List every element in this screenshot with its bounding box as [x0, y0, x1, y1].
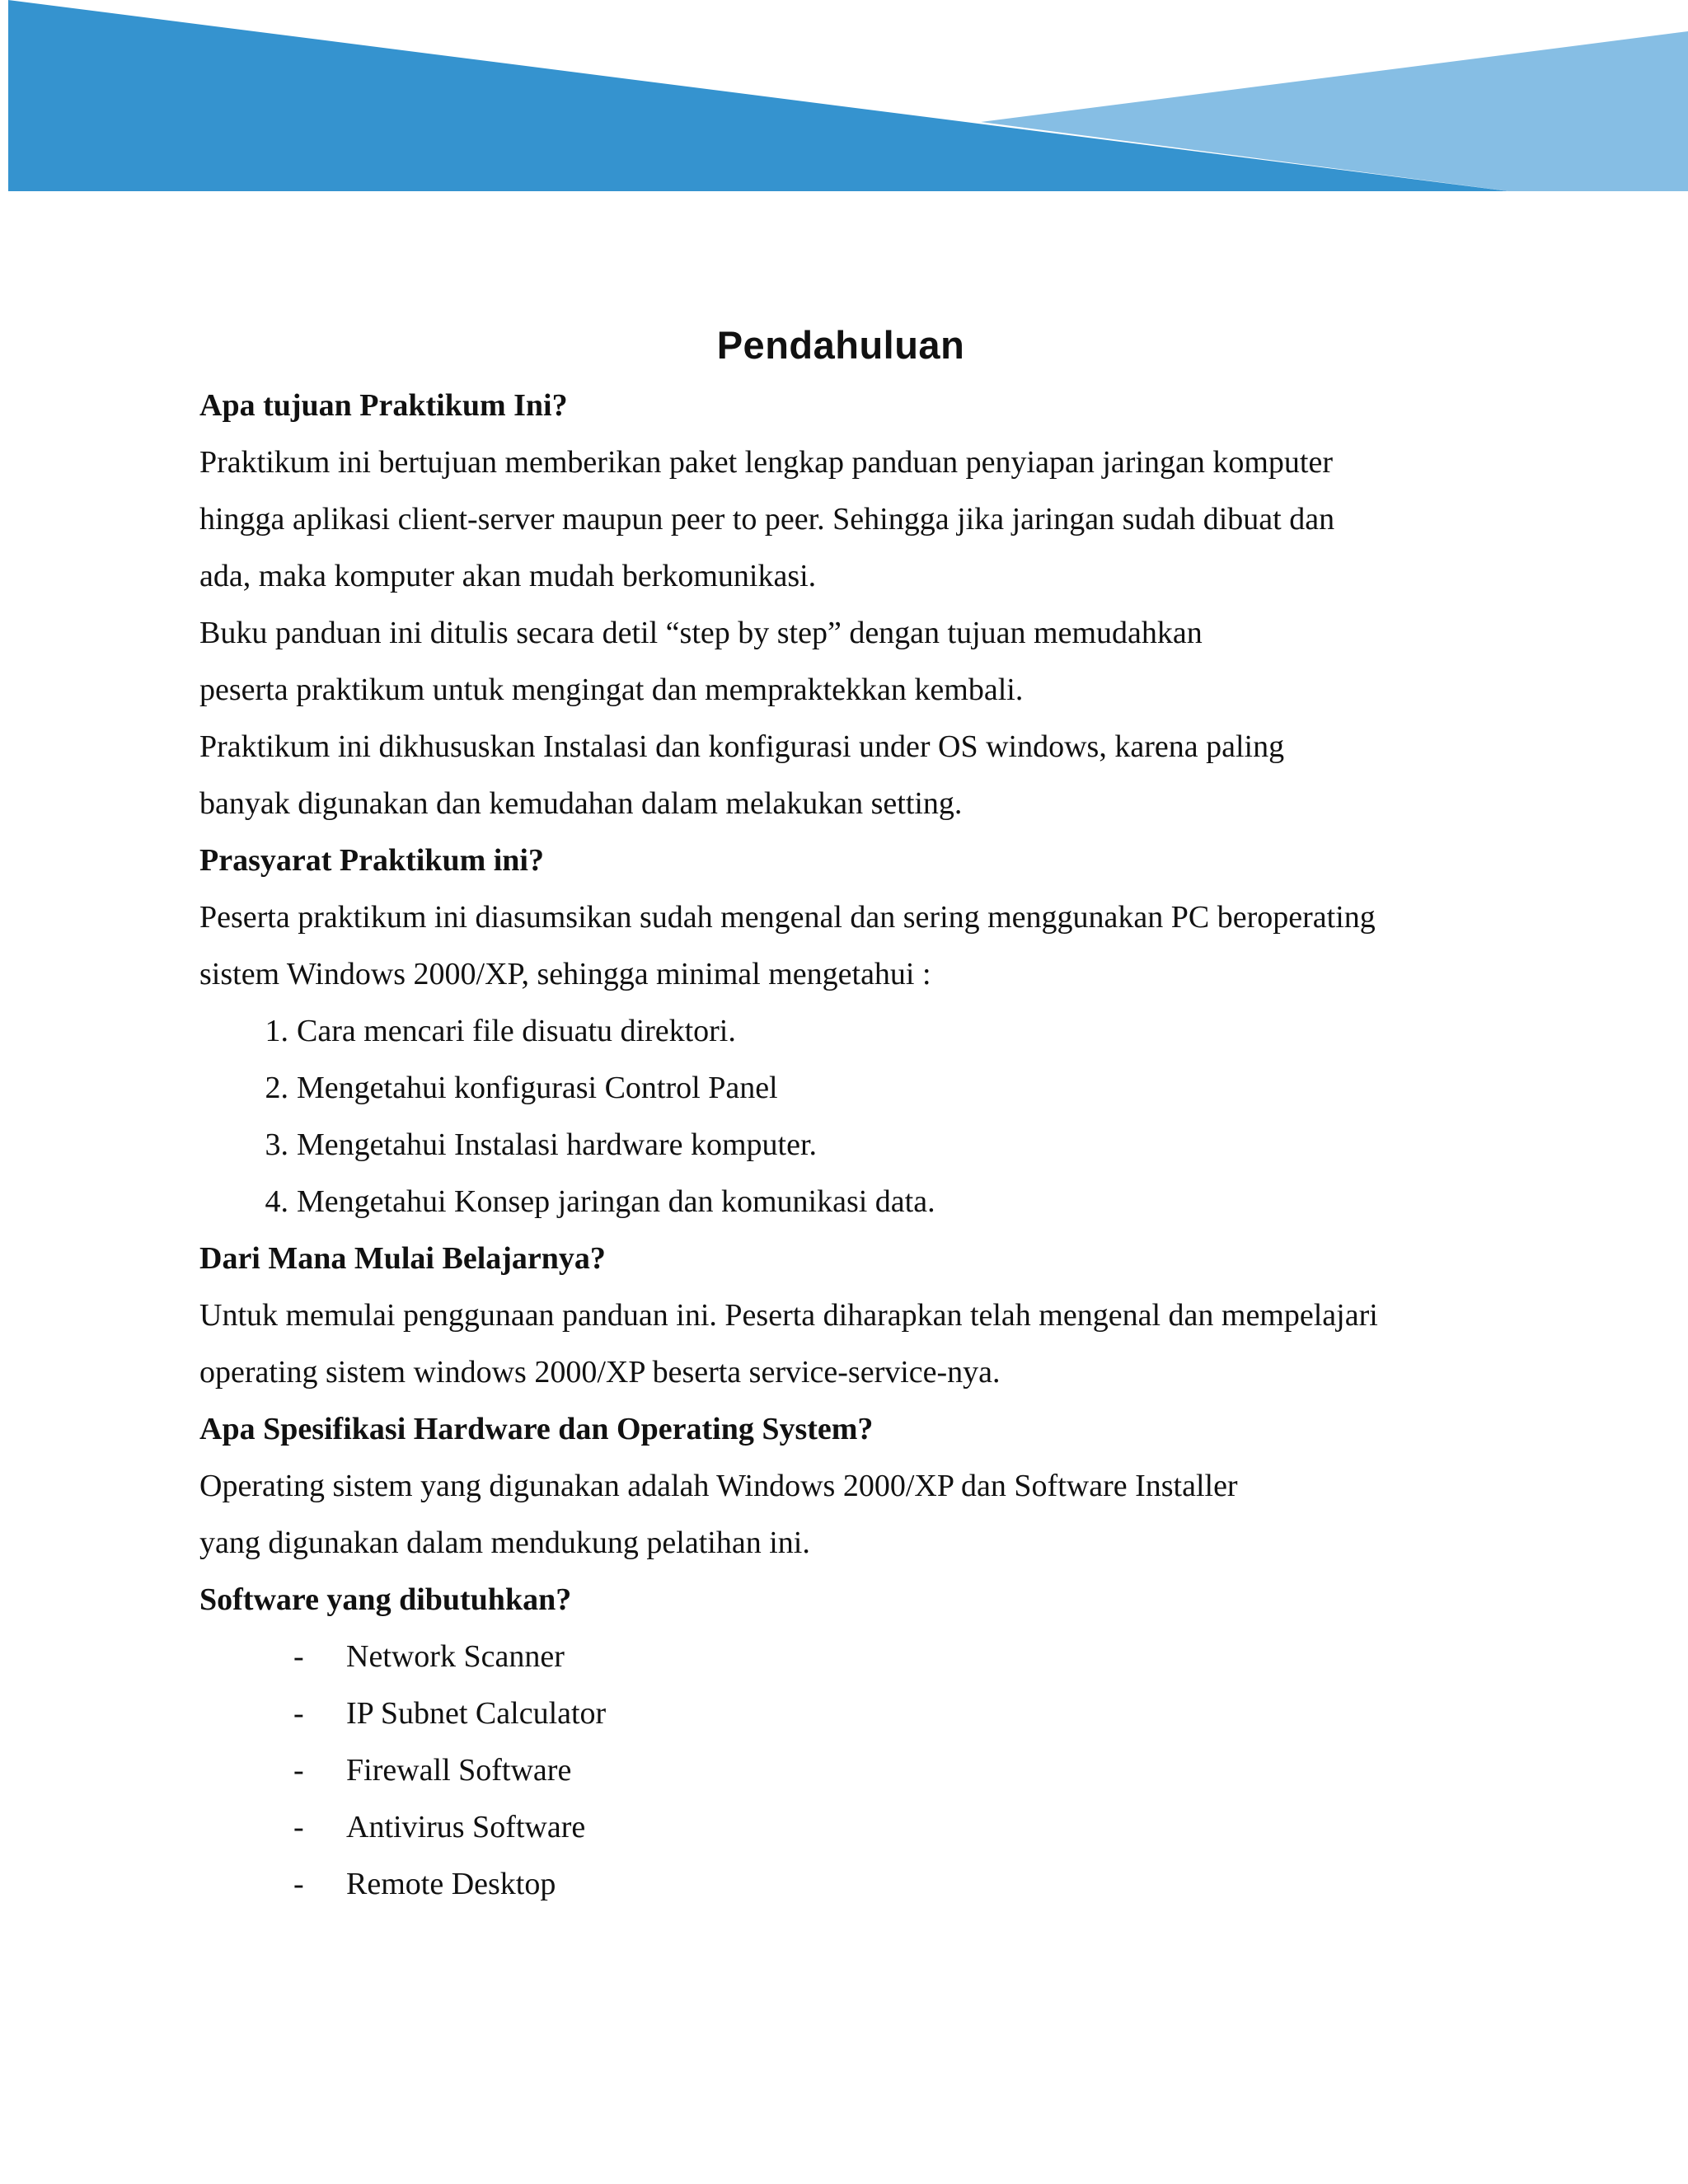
paragraph-line: Peserta praktikum ini diasumsikan sudah mengenal dan sering menggunakan PC beroperating: [199, 900, 1376, 935]
section-heading-mulai: Dari Mana Mulai Belajarnya?: [199, 1241, 606, 1276]
list-number: 4.: [265, 1184, 288, 1219]
page-title: Pendahuluan: [716, 323, 965, 367]
section-heading-prasyarat: Prasyarat Praktikum ini?: [199, 843, 544, 878]
bullet-list-item: [199, 1629, 1518, 1685]
dash-bullet: -: [293, 1639, 304, 1674]
numbered-list-item: [199, 1174, 1518, 1230]
paragraph-line: hingga aplikasi client-server maupun peer to peer. Sehingga jika jaringan sudah dibuat dan: [199, 502, 1335, 537]
numbered-list-item: [199, 1003, 1518, 1060]
list-number: 2.: [265, 1071, 288, 1105]
paragraph-line: Praktikum ini dikhususkan Instalasi dan konfigurasi under OS windows, karena paling: [199, 729, 1285, 764]
paragraph-line: sistem Windows 2000/XP, sehingga minimal mengetahui :: [199, 957, 931, 991]
list-item-text: Antivirus Software: [346, 1810, 586, 1844]
list-item-text: Cara mencari file disuatu direktori.: [297, 1014, 736, 1048]
paragraph-line: peserta praktikum untuk mengingat dan mempraktekkan kembali.: [199, 673, 1024, 707]
paragraph-line: operating sistem windows 2000/XP beserta service-service-nya.: [199, 1355, 1001, 1390]
dash-bullet: -: [293, 1810, 304, 1844]
bullet-list-item: [199, 1742, 1518, 1799]
list-number: 3.: [265, 1127, 288, 1162]
list-item-text: Mengetahui Instalasi hardware komputer.: [297, 1127, 818, 1162]
paragraph-line: Untuk memulai penggunaan panduan ini. Peserta diharapkan telah mengenal dan mempelajari: [199, 1298, 1378, 1333]
section-heading-software: Software yang dibutuhkan?: [199, 1582, 572, 1617]
bullet-list-item: [199, 1799, 1518, 1856]
bullet-list-item: [199, 1856, 1518, 1913]
paragraph-line: banyak digunakan dan kemudahan dalam melakukan setting.: [199, 786, 963, 821]
paragraph-line: yang digunakan dalam mendukung pelatihan ini.: [199, 1526, 810, 1560]
header-banner: [0, 0, 1688, 198]
paragraph-line: Operating sistem yang digunakan adalah Windows 2000/XP dan Software Installer: [199, 1469, 1238, 1503]
dash-bullet: -: [293, 1753, 304, 1788]
paragraph-line: ada, maka komputer akan mudah berkomunikasi.: [199, 559, 817, 593]
dash-bullet: -: [293, 1696, 304, 1731]
list-item-text: IP Subnet Calculator: [346, 1696, 607, 1731]
document-body: [199, 315, 1518, 1913]
paragraph-line: Buku panduan ini ditulis secara detil “step by step” dengan tujuan memudahkan: [199, 616, 1203, 650]
section-heading-spesifikasi: Apa Spesifikasi Hardware dan Operating System?: [199, 1412, 874, 1446]
list-item-text: Mengetahui Konsep jaringan dan komunikasi data.: [297, 1184, 935, 1219]
bullet-list-item: [199, 1685, 1518, 1742]
numbered-list-item: [199, 1060, 1518, 1117]
list-item-text: Mengetahui konfigurasi Control Panel: [297, 1071, 778, 1105]
numbered-list-item: [199, 1117, 1518, 1174]
paragraph-line: Praktikum ini bertujuan memberikan paket lengkap panduan penyiapan jaringan komputer: [199, 445, 1333, 480]
list-item-text: Firewall Software: [346, 1753, 572, 1788]
list-item-text: Remote Desktop: [346, 1867, 556, 1901]
list-number: 1.: [265, 1014, 288, 1048]
list-item-text: Network Scanner: [346, 1639, 565, 1674]
section-heading-tujuan: Apa tujuan Praktikum Ini?: [199, 388, 568, 423]
dash-bullet: -: [293, 1867, 304, 1901]
